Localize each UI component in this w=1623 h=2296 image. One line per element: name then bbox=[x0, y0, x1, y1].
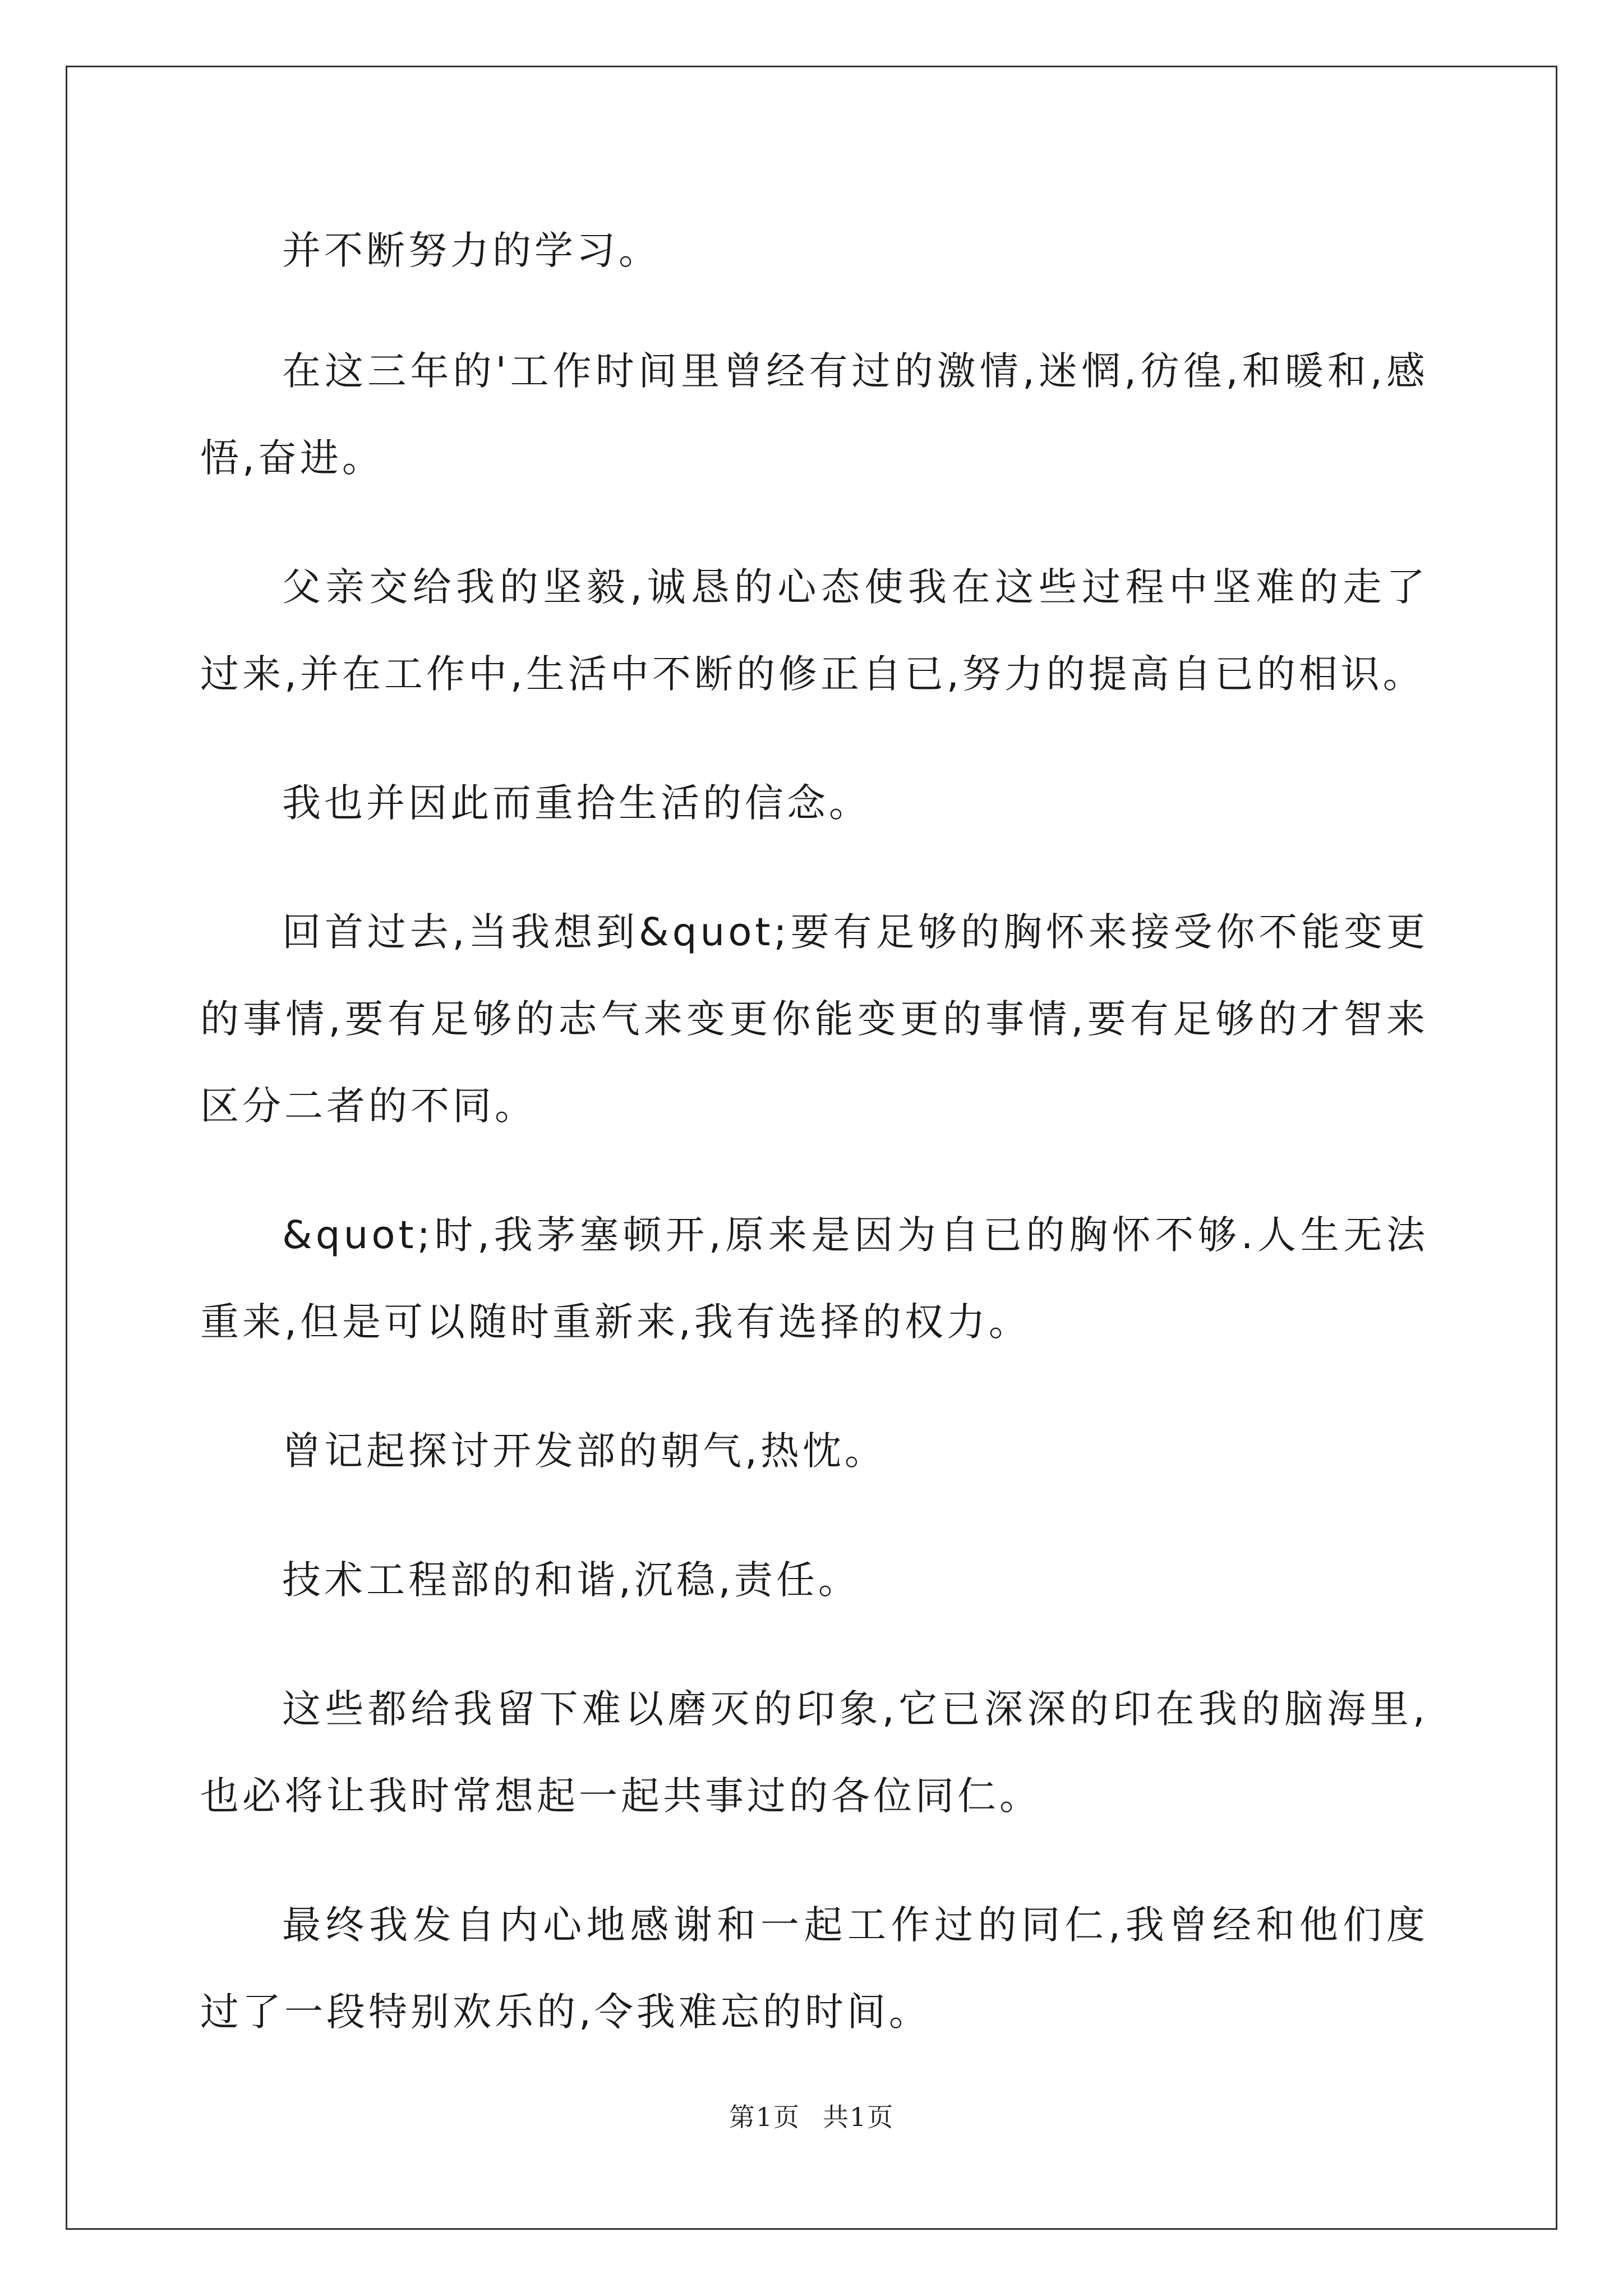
document-body bbox=[200, 208, 1428, 2098]
paragraph: 并不断努力的学习。 bbox=[282, 228, 661, 273]
paragraph: 技术工程部的和谐,沉稳,责任。 bbox=[282, 1558, 860, 1603]
page-total: 共1页 bbox=[823, 2102, 895, 2132]
paragraph: 我也并因此而重拾生活的信念。 bbox=[282, 781, 871, 826]
page-footer bbox=[0, 2097, 1623, 2134]
paragraph: &quot;时,我茅塞顿开,原来是因为自已的胸怀不够.人生无法重来,但是可以随时重新来,我有选择的权力。 bbox=[200, 1213, 1428, 1345]
paragraph: 曾记起探讨开发部的朝气,热忱。 bbox=[282, 1429, 887, 1474]
paragraph: 父亲交给我的坚毅,诚恳的心态使我在这些过程中坚难的走了过来,并在工作中,生活中不断的修正自已,努力的提高自已的相识。 bbox=[200, 565, 1428, 697]
paragraph: 这些都给我留下难以磨灭的印象,它已深深的印在我的脑海里,也必将让我时常想起一起共事过的各位同仁。 bbox=[200, 1687, 1428, 1819]
paragraph: 最终我发自内心地感谢和一起工作过的同仁,我曾经和他们度过了一段特别欢乐的,令我难忘的时间。 bbox=[200, 1903, 1428, 2035]
page-number: 第1页 bbox=[728, 2102, 800, 2132]
paragraph: 在这三年的'工作时间里曾经有过的激情,迷惘,彷徨,和暖和,感悟,奋进。 bbox=[200, 349, 1428, 481]
paragraph: 回首过去,当我想到&quot;要有足够的胸怀来接受你不能变更的事情,要有足够的志气来变更你能变更的事情,要有足够的才智来区分二者的不同。 bbox=[200, 910, 1428, 1129]
